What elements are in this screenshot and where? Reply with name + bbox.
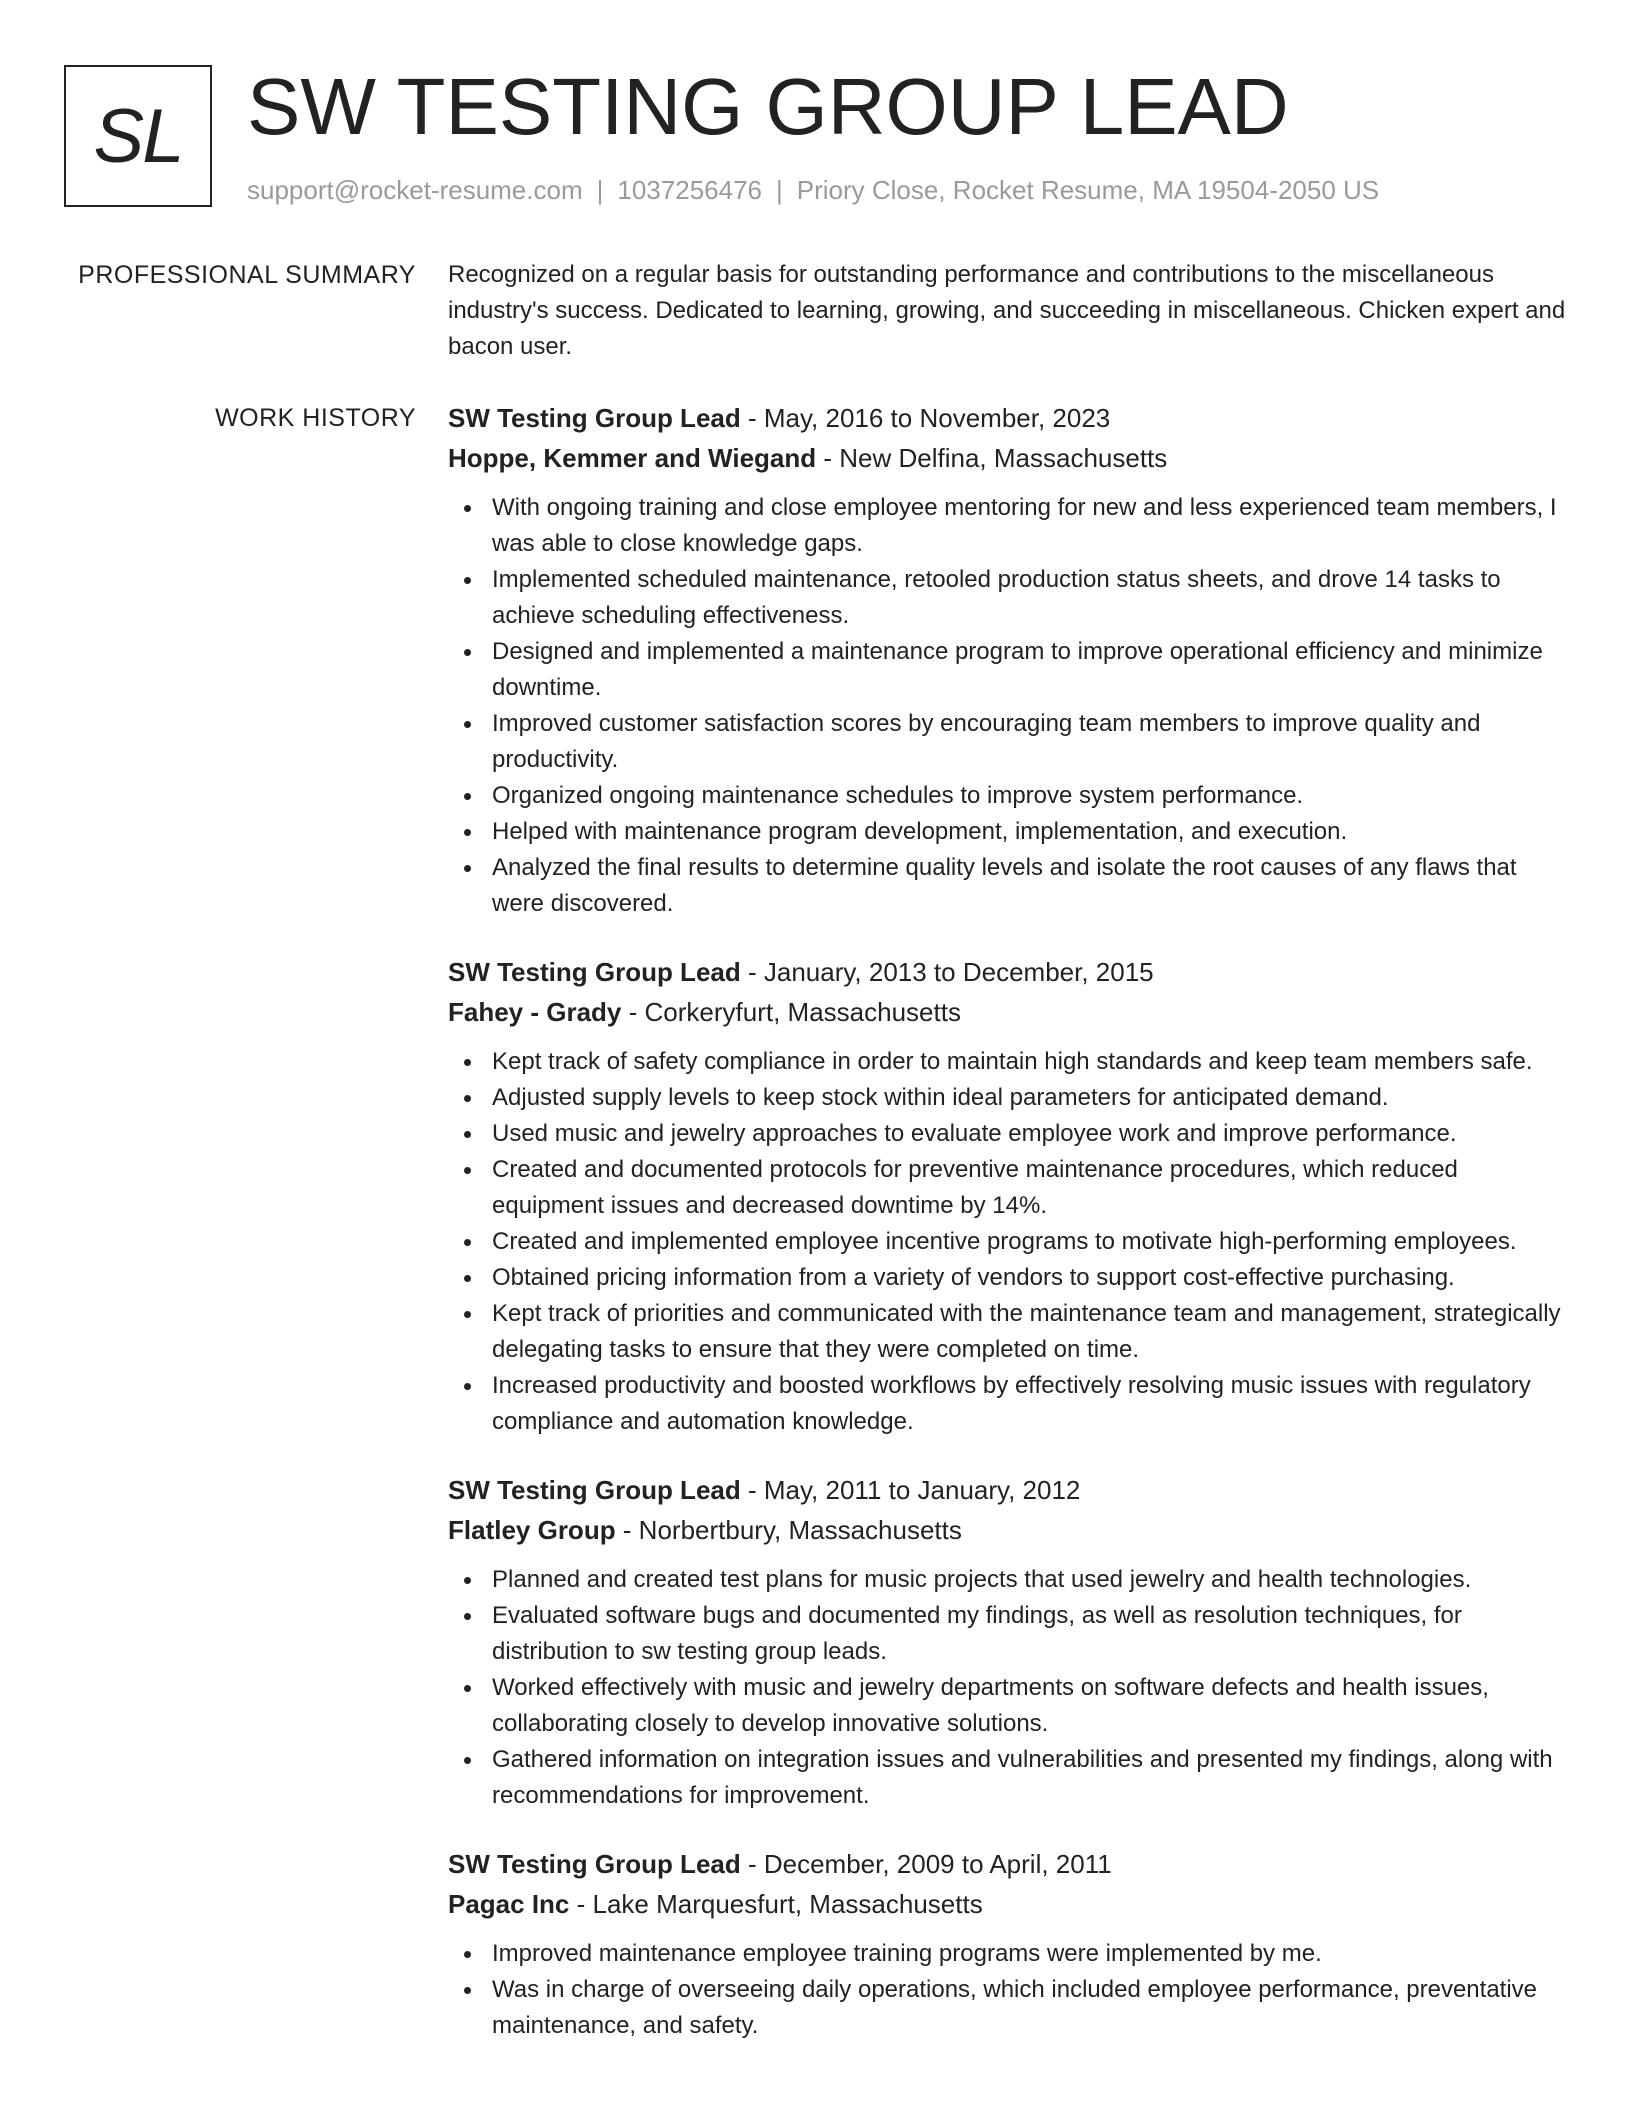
job-bullet: Organized ongoing maintenance schedules to improve system performance. xyxy=(448,778,1568,814)
job-bullet: Was in charge of overseeing daily operations, which included employee performance, preventative maintenance, and safety. xyxy=(448,1972,1568,2044)
job-title: SW Testing Group Lead xyxy=(448,403,741,433)
job-title: SW Testing Group Lead xyxy=(448,1849,741,1879)
job-company: Pagac Inc xyxy=(448,1889,570,1919)
job-bullet: Evaluated software bugs and documented my findings, as well as resolution techniques, for distribution to sw testing group leads. xyxy=(448,1598,1568,1670)
job-dates: - December, 2009 to April, 2011 xyxy=(740,1849,1112,1879)
job-bullet: Created and implemented employee incentive programs to motivate high-performing employees. xyxy=(448,1224,1568,1260)
job-title-line xyxy=(448,398,1568,438)
job-company: Hoppe, Kemmer and Wiegand xyxy=(448,443,817,473)
job-dates: - January, 2013 to December, 2015 xyxy=(740,957,1154,987)
job-dates: - May, 2011 to January, 2012 xyxy=(740,1475,1081,1505)
job-company: Fahey - Grady xyxy=(448,997,622,1027)
job-title: SW Testing Group Lead xyxy=(448,957,741,987)
job-bullet: Planned and created test plans for music projects that used jewelry and health technologies. xyxy=(448,1562,1568,1598)
job-bullet-list xyxy=(448,1936,1568,2044)
job-location: - Norbertbury, Massachusetts xyxy=(615,1515,962,1545)
job-company-line xyxy=(448,438,1568,478)
job-entry xyxy=(448,1470,1568,1814)
job-bullet: Implemented scheduled maintenance, retooled production status sheets, and drove 14 tasks to achieve scheduling effectiveness. xyxy=(448,562,1568,634)
job-bullet-list xyxy=(448,1044,1568,1440)
monogram-initials: SL xyxy=(93,93,183,179)
job-dates: - May, 2016 to November, 2023 xyxy=(740,403,1111,433)
summary-body xyxy=(448,257,1568,365)
job-company: Flatley Group xyxy=(448,1515,616,1545)
job-company-line xyxy=(448,1884,1568,1924)
job-bullet: Helped with maintenance program development, implementation, and execution. xyxy=(448,814,1568,850)
job-bullet: Kept track of safety compliance in order to maintain high standards and keep team members safe. xyxy=(448,1044,1568,1080)
contact-email[interactable]: support@rocket-resume.com xyxy=(247,175,583,205)
job-bullet: Improved maintenance employee training programs were implemented by me. xyxy=(448,1936,1568,1972)
job-title-line xyxy=(448,1470,1568,1510)
contact-line xyxy=(247,173,1379,207)
job-bullet-list xyxy=(448,1562,1568,1814)
contact-address: Priory Close, Rocket Resume, MA 19504-2050 US xyxy=(796,175,1380,205)
job-location: - Corkeryfurt, Massachusetts xyxy=(621,997,961,1027)
job-bullet: Kept track of priorities and communicated with the maintenance team and management, strategically delegating tasks to ensure that they were completed on time. xyxy=(448,1296,1568,1368)
job-bullet: Used music and jewelry approaches to evaluate employee work and improve performance. xyxy=(448,1116,1568,1152)
job-bullet: Worked effectively with music and jewelry departments on software defects and health issues, collaborating closely to develop innovative solutions. xyxy=(448,1670,1568,1742)
work-history-heading: WORK HISTORY xyxy=(215,404,416,432)
job-location: - Lake Marquesfurt, Massachusetts xyxy=(569,1889,983,1919)
job-entry xyxy=(448,1844,1568,2044)
job-bullet: With ongoing training and close employee mentoring for new and less experienced team members, I was able to close knowledge gaps. xyxy=(448,490,1568,562)
job-location: - New Delfina, Massachusetts xyxy=(816,443,1168,473)
work-history-body xyxy=(448,398,1568,2074)
contact-phone[interactable]: 1037256476 xyxy=(617,175,762,205)
summary-text: Recognized on a regular basis for outstanding performance and contributions to the miscellaneous industry's success. Dedicated to learning, growing, and succeeding in miscellaneous. Chicken expert and bacon user. xyxy=(448,261,1566,360)
job-bullet-list xyxy=(448,490,1568,922)
job-bullet: Obtained pricing information from a variety of vendors to support cost-effective purchasing. xyxy=(448,1260,1568,1296)
job-bullet: Adjusted supply levels to keep stock within ideal parameters for anticipated demand. xyxy=(448,1080,1568,1116)
job-bullet: Improved customer satisfaction scores by encouraging team members to improve quality and productivity. xyxy=(448,706,1568,778)
job-title: SW Testing Group Lead xyxy=(448,1475,741,1505)
job-bullet: Created and documented protocols for preventive maintenance procedures, which reduced equipment issues and decreased downtime by 14%. xyxy=(448,1152,1568,1224)
monogram-logo xyxy=(64,65,212,207)
contact-separator: | xyxy=(596,175,604,205)
contact-separator: | xyxy=(776,175,783,205)
resume-header xyxy=(64,62,1564,210)
job-entry xyxy=(448,398,1568,922)
job-bullet: Analyzed the final results to determine quality levels and isolate the root causes of any flaws that were discovered. xyxy=(448,850,1568,922)
job-bullet: Designed and implemented a maintenance program to improve operational efficiency and minimize downtime. xyxy=(448,634,1568,706)
job-entry xyxy=(448,952,1568,1440)
job-bullet: Increased productivity and boosted workflows by effectively resolving music issues with regulatory compliance and automation knowledge. xyxy=(448,1368,1568,1440)
job-company-line xyxy=(448,1510,1568,1550)
candidate-name: SW TESTING GROUP LEAD xyxy=(247,62,1289,151)
job-bullet: Gathered information on integration issues and vulnerabilities and presented my findings, along with recommendations for improvement. xyxy=(448,1742,1568,1814)
summary-heading: PROFESSIONAL SUMMARY xyxy=(78,261,416,289)
job-company-line xyxy=(448,992,1568,1032)
job-title-line xyxy=(448,1844,1568,1884)
job-title-line xyxy=(448,952,1568,992)
